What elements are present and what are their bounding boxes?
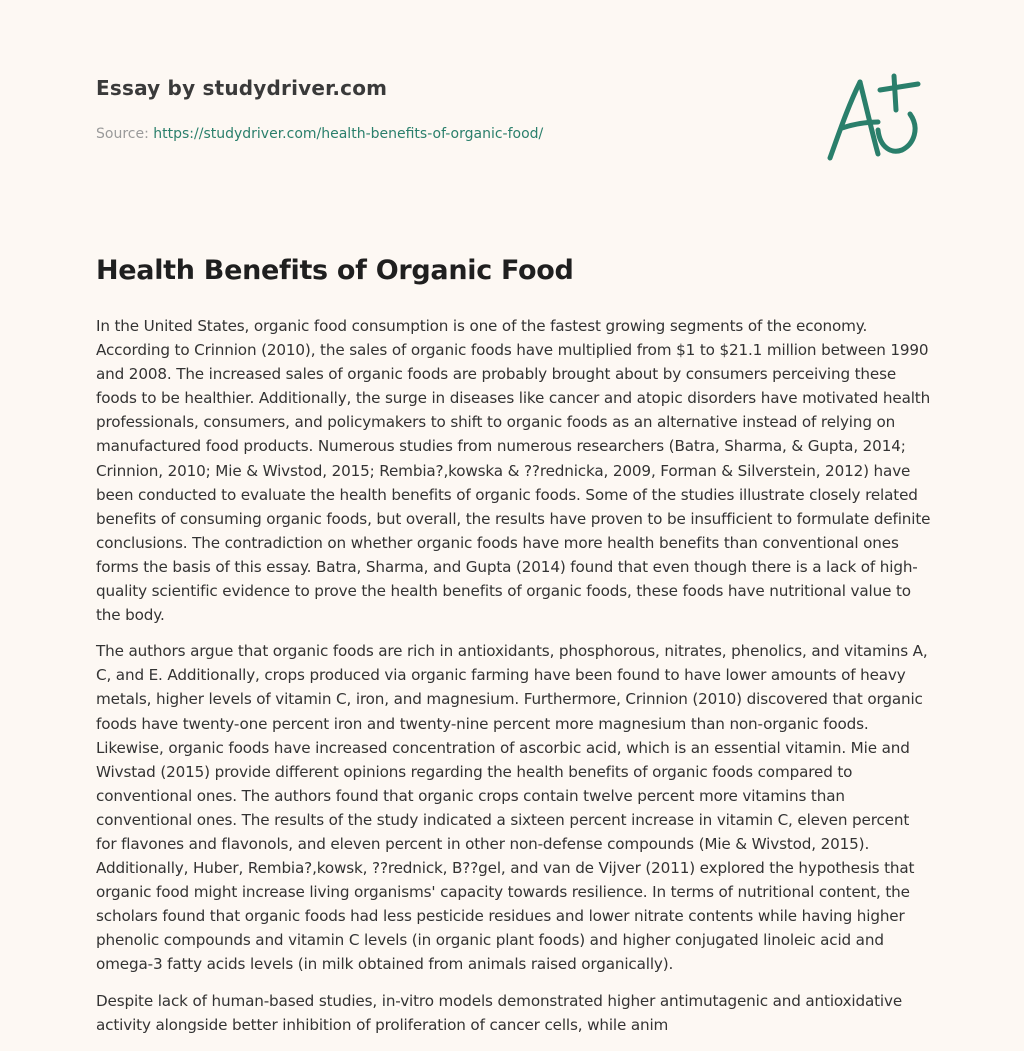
essay-body bbox=[96, 314, 932, 1051]
source-line bbox=[96, 126, 543, 142]
paragraph: The authors argue that organic foods are rich in antioxidants, phosphorous, nitrates, phenolics, and vitamins A, C, and E. Additionally, crops produced via organic farming have been found to have lower amounts of heavy metals, higher levels of vitamin C, iron, and magnesium. Furthermore, Crinnion (2010) discovered that organic foods have twenty-one percent iron and twenty-nine percent more magnesium than non-organic foods. Likewise, organic foods have increased concentration of ascorbic acid, which is an essential vitamin. Mie and Wivstad (2015) provide different opinions regarding the health benefits of organic foods compared to conventional ones. The authors found that organic crops contain twelve percent more vitamins than conventional ones. The results of the study indicated a sixteen percent increase in vitamin C, eleven percent for flavones and flavonols, and eleven percent in other non-defense compounds (Mie & Wivstod, 2015). Additionally, Huber, Rembia?,kowsk, ??rednick, B??gel, and van de Vijver (2011) explored the hypothesis that organic food might increase living organisms' capacity towards resilience. In terms of nutritional content, the scholars found that organic foods had less pesticide residues and lower nitrate contents while having higher phenolic compounds and vitamin C levels (in organic plant foods) and higher conjugated linoleic acid and omega-3 fatty acids levels (in milk obtained from animals raised organically). bbox=[96, 642, 928, 974]
a-plus-logo-icon bbox=[822, 70, 928, 166]
essay-title: Health Benefits of Organic Food bbox=[96, 255, 574, 286]
source-label: Source: bbox=[96, 126, 149, 142]
site-title: Essay by studydriver.com bbox=[96, 76, 388, 100]
source-link[interactable]: https://studydriver.com/health-benefits-of-organic-food/ bbox=[153, 126, 544, 142]
header bbox=[96, 76, 543, 142]
paragraph: In the United States, organic food consumption is one of the fastest growing segments of the economy. According to Crinnion (2010), the sales of organic foods have multiplied from $1 to $21.1 million between 1990 and 2008. The increased sales of organic foods are probably brought about by consumers perceiving these foods to be healthier. Additionally, the surge in diseases like cancer and atopic disorders have motivated health professionals, consumers, and policymakers to shift to organic foods as an alternative instead of relying on manufactured food products. Numerous studies from numerous researchers (Batra, Sharma, & Gupta, 2014; Crinnion, 2010; Mie & Wivstod, 2015; Rembia?,kowska & ??rednicka, 2009, Forman & Silverstein, 2012) have been conducted to evaluate the health benefits of organic foods. Some of the studies illustrate closely related benefits of consuming organic foods, but overall, the results have proven to be insufficient to formulate definite conclusions. The contradiction on whether organic foods have more health benefits than conventional ones forms the basis of this essay. Batra, Sharma, and Gupta (2014) found that even though there is a lack of high-quality scientific evidence to prove the health benefits of organic foods, these foods have nutritional value to the body. bbox=[96, 317, 931, 625]
paragraph: Despite lack of human-based studies, in-vitro models demonstrated higher antimutagenic and antioxidative activity alongside better inhibition of proliferation of cancer cells, while anim bbox=[96, 991, 903, 1034]
